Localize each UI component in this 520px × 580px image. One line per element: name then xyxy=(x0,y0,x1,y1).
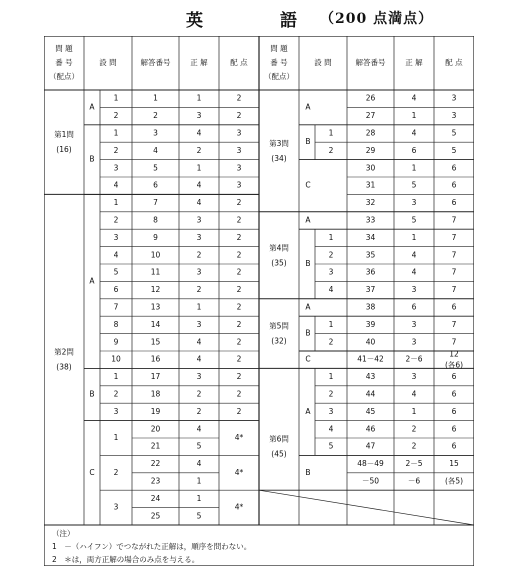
answer-number: 34 xyxy=(365,232,376,242)
answer-number: 44 xyxy=(365,389,376,399)
answer-number: 37 xyxy=(365,285,376,295)
answer-number: 8 xyxy=(153,215,158,225)
setsumon-number: 2 xyxy=(113,215,119,225)
setsumon-number: 2 xyxy=(113,145,119,155)
answer-number: 4 xyxy=(153,145,158,155)
score-cell: 7 xyxy=(451,267,457,277)
score-cell: 6 xyxy=(451,372,457,382)
setsumon-number: 1 xyxy=(113,128,119,138)
setsumon-number: 4 xyxy=(113,180,119,190)
correct-answer: 2 xyxy=(196,250,202,260)
answer-number: 10 xyxy=(150,250,161,260)
header-points: （配点） xyxy=(264,72,294,81)
header-number: 番 号 xyxy=(270,58,288,67)
correct-answer: 2 xyxy=(411,441,417,451)
correct-answer: 5 xyxy=(196,441,202,451)
title-score: （200 点満点） xyxy=(320,11,434,27)
answer-number: 2 xyxy=(153,111,158,121)
answer-number: 33 xyxy=(365,215,376,225)
answer-number: 25 xyxy=(150,511,161,521)
answer-number: 23 xyxy=(150,476,161,486)
correct-answer: 4 xyxy=(411,250,417,260)
correct-answer: 3 xyxy=(411,198,417,208)
score-cell: 2 xyxy=(236,198,242,208)
score-note: (各5) xyxy=(444,476,464,486)
answer-number: 32 xyxy=(365,198,376,208)
header-correct: 正 解 xyxy=(190,58,208,67)
header-number: 番 号 xyxy=(55,58,73,67)
score-cell: 4* xyxy=(234,433,244,442)
score-cell: 6 xyxy=(451,198,457,208)
correct-answer: 4 xyxy=(411,267,417,277)
score-cell: 2 xyxy=(236,406,242,416)
answer-number: 16 xyxy=(150,354,161,364)
correct-answer: 1 xyxy=(196,302,202,312)
correct-answer: 3 xyxy=(196,232,202,242)
score-cell: 7 xyxy=(451,337,457,347)
correct-answer: 4 xyxy=(411,128,417,138)
correct-answer: 4 xyxy=(196,424,202,434)
answer-number: 15 xyxy=(150,337,161,347)
answer-number: 22 xyxy=(150,459,161,469)
setsumon-letter: B xyxy=(89,389,95,399)
setsumon-number: 7 xyxy=(113,302,119,312)
score-cell: 2 xyxy=(236,302,242,312)
answer-number: 9 xyxy=(153,232,158,242)
setsumon-number: 10 xyxy=(111,354,121,364)
header-setsumon: 設 問 xyxy=(314,58,332,67)
answer-number: 38 xyxy=(365,302,376,312)
header-answer-number: 解答番号 xyxy=(140,58,171,67)
correct-answer: 1 xyxy=(196,163,202,173)
answer-number: 36 xyxy=(365,267,376,277)
correct-answer: 4 xyxy=(411,93,417,103)
setsumon-letter: B xyxy=(89,154,95,164)
score-cell: 7 xyxy=(451,232,457,242)
answer-table-svg xyxy=(44,36,474,566)
setsumon-letter: B xyxy=(305,259,311,268)
correct-answer: 1 xyxy=(196,476,202,486)
score-cell: 2 xyxy=(236,389,242,399)
answer-number: 1 xyxy=(153,93,158,103)
score-cell: 2 xyxy=(236,319,242,329)
answer-number: 30 xyxy=(365,163,376,173)
correct-answer: 6 xyxy=(411,145,417,155)
correct-answer: －6 xyxy=(407,476,421,486)
setsumon-letter: A xyxy=(89,102,95,112)
answer-number: 40 xyxy=(365,337,376,347)
answer-number: 39 xyxy=(365,319,376,329)
setsumon-letter: C xyxy=(305,180,311,190)
score-cell: 2 xyxy=(236,354,242,364)
answer-number: 29 xyxy=(365,145,376,155)
score-cell: 2 xyxy=(236,267,242,277)
setsumon-number: 1 xyxy=(328,372,334,382)
answer-table xyxy=(44,36,474,566)
correct-answer: 1 xyxy=(196,493,202,503)
correct-answer: 4 xyxy=(196,128,202,138)
correct-answer: 2 xyxy=(196,145,202,155)
answer-number: 12 xyxy=(150,285,161,295)
answer-number: 26 xyxy=(365,93,376,103)
question-3-points: (34) xyxy=(271,153,287,163)
answer-number: 21 xyxy=(150,441,161,451)
setsumon-number: 4 xyxy=(328,424,334,434)
answer-number: 11 xyxy=(150,267,161,277)
answer-number: 5 xyxy=(153,163,158,173)
correct-answer: 5 xyxy=(196,511,202,521)
correct-answer: 3 xyxy=(196,111,202,121)
setsumon-number: 2 xyxy=(328,337,334,347)
answer-number: 28 xyxy=(365,128,376,138)
setsumon-number: 3 xyxy=(113,232,119,242)
setsumon-letter: A xyxy=(305,302,311,312)
score-cell: 5 xyxy=(451,145,457,155)
score-cell: 6 xyxy=(451,302,457,312)
title-subject: 英 xyxy=(186,11,204,31)
question-1-label: 第1問 xyxy=(54,130,74,140)
score-cell: 3 xyxy=(236,128,242,138)
score-cell: 4* xyxy=(234,467,244,477)
question-5-label: 第5問 xyxy=(269,321,289,331)
setsumon-number: 2 xyxy=(113,389,119,399)
setsumon-number: 4 xyxy=(113,250,119,260)
correct-answer: 2－6 xyxy=(405,354,423,364)
setsumon-number: 1 xyxy=(328,128,334,138)
setsumon-number: 5 xyxy=(328,441,334,451)
blank-area-slash xyxy=(259,490,474,525)
correct-answer: 4 xyxy=(196,337,202,347)
correct-answer: 1 xyxy=(411,111,417,121)
setsumon-number: 5 xyxy=(113,267,119,277)
question-6-label: 第6問 xyxy=(269,434,289,444)
score-cell: 7 xyxy=(451,215,457,225)
question-2-label: 第2問 xyxy=(54,347,74,357)
setsumon-letter: A xyxy=(305,102,311,112)
correct-answer: 5 xyxy=(411,180,417,190)
header-correct: 正 解 xyxy=(405,58,423,67)
correct-answer: 6 xyxy=(411,302,417,312)
score-cell: 5 xyxy=(451,128,457,138)
answer-number: －50 xyxy=(361,476,380,486)
answer-number: 7 xyxy=(153,198,158,208)
setsumon-number: 1 xyxy=(328,319,334,329)
setsumon-number: 2 xyxy=(328,145,334,155)
setsumon-letter: B xyxy=(305,467,311,477)
header-setsumon: 設 問 xyxy=(99,58,117,67)
header-question: 問 題 xyxy=(55,44,73,53)
correct-answer: 4 xyxy=(196,180,202,190)
correct-answer: 3 xyxy=(196,215,202,225)
correct-answer: 3 xyxy=(196,372,202,382)
setsumon-number: 2 xyxy=(113,111,119,121)
question-5-points: (32) xyxy=(271,336,287,346)
score-cell: 2 xyxy=(236,111,242,121)
score-cell: 6 xyxy=(451,163,457,173)
score-cell: 6 xyxy=(451,389,457,399)
header-answer-number: 解答番号 xyxy=(355,58,386,67)
setsumon-number: 2 xyxy=(328,250,334,260)
score-cell: 2 xyxy=(236,93,242,103)
setsumon-number: 1 xyxy=(113,372,119,382)
score-cell: 6 xyxy=(451,424,457,434)
answer-number: 17 xyxy=(150,372,161,382)
correct-answer: 3 xyxy=(411,372,417,382)
setsumon-number: 1 xyxy=(328,232,334,242)
correct-answer: 2－5 xyxy=(405,459,423,469)
setsumon-number: 9 xyxy=(113,337,119,347)
score-cell: 6 xyxy=(451,180,457,190)
correct-answer: 5 xyxy=(411,215,417,225)
question-4-label: 第4問 xyxy=(269,243,289,253)
title-subject-2: 語 xyxy=(280,11,298,31)
setsumon-letter: B xyxy=(305,137,311,147)
question-2-points: (38) xyxy=(56,362,72,372)
title-bar xyxy=(0,6,520,30)
score-cell: 3 xyxy=(451,111,457,121)
answer-number: 31 xyxy=(365,180,376,190)
setsumon-number: 2 xyxy=(113,467,119,477)
correct-answer: 3 xyxy=(196,267,202,277)
correct-answer: 4 xyxy=(196,354,202,364)
correct-answer: 3 xyxy=(411,337,417,347)
answer-number: 19 xyxy=(150,406,161,416)
answer-number: 45 xyxy=(365,406,376,416)
setsumon-number: 1 xyxy=(113,198,119,208)
score-cell: 3 xyxy=(236,145,242,155)
setsumon-number: 3 xyxy=(113,406,119,416)
setsumon-number: 3 xyxy=(113,163,119,173)
answer-number: 6 xyxy=(153,180,158,190)
setsumon-number: 1 xyxy=(113,93,119,103)
header-points: （配点） xyxy=(49,72,79,81)
correct-answer: 4 xyxy=(196,198,202,208)
answer-number: 18 xyxy=(150,389,161,399)
score-cell: 3 xyxy=(451,93,457,103)
score-cell: 7 xyxy=(451,319,457,329)
score-cell: 2 xyxy=(236,232,242,242)
correct-answer: 1 xyxy=(411,232,417,242)
setsumon-number: 1 xyxy=(113,433,119,442)
setsumon-letter: A xyxy=(89,276,95,286)
answer-number: 24 xyxy=(150,493,161,503)
answer-number: 27 xyxy=(365,111,376,121)
score-cell: 3 xyxy=(236,180,242,190)
answer-number: 41－42 xyxy=(357,354,384,364)
score-cell: 2 xyxy=(236,372,242,382)
notes-label: （注） xyxy=(52,529,75,538)
score-cell: 2 xyxy=(236,337,242,347)
question-4-points: (35) xyxy=(271,258,287,268)
correct-answer: 3 xyxy=(196,319,202,329)
answer-number: 3 xyxy=(153,128,158,138)
score-cell: 6 xyxy=(451,406,457,416)
answer-number: 13 xyxy=(150,302,161,312)
setsumon-number: 3 xyxy=(328,406,334,416)
setsumon-number: 4 xyxy=(328,285,334,295)
question-1-points: (16) xyxy=(56,145,72,155)
setsumon-letter: C xyxy=(305,354,311,364)
setsumon-number: 8 xyxy=(113,319,119,329)
correct-answer: 2 xyxy=(196,406,202,416)
score-cell: 2 xyxy=(236,285,242,295)
correct-answer: 2 xyxy=(196,389,202,399)
correct-answer: 1 xyxy=(411,163,417,173)
score-note: (各6) xyxy=(444,360,464,370)
correct-answer: 1 xyxy=(411,406,417,416)
question-6-points: (45) xyxy=(271,449,287,459)
correct-answer: 4 xyxy=(196,459,202,469)
answer-number: 46 xyxy=(365,424,376,434)
score-cell: 7 xyxy=(451,285,457,295)
header-score: 配 点 xyxy=(230,58,248,67)
score-cell: 15 xyxy=(449,459,459,469)
setsumon-letter: C xyxy=(89,467,95,477)
header-question: 問 題 xyxy=(270,44,288,53)
setsumon-number: 6 xyxy=(113,285,119,295)
correct-answer: 3 xyxy=(411,285,417,295)
answer-number: 20 xyxy=(150,424,161,434)
answer-number: 43 xyxy=(365,372,376,382)
score-cell: 7 xyxy=(451,250,457,260)
correct-answer: 4 xyxy=(411,389,417,399)
answer-number: 47 xyxy=(365,441,376,451)
score-cell: 6 xyxy=(451,441,457,451)
header-score: 配 点 xyxy=(445,58,463,67)
correct-answer: 2 xyxy=(196,285,202,295)
answer-number: 14 xyxy=(150,319,161,329)
score-cell: 12 xyxy=(449,349,459,359)
setsumon-letter: A xyxy=(305,215,311,225)
setsumon-number: 3 xyxy=(328,267,334,277)
score-cell: 2 xyxy=(236,215,242,225)
note-1: 1 －（ハイフン）でつながれた正解は，順序を問わない。 xyxy=(52,542,252,551)
answer-number: 35 xyxy=(365,250,376,260)
correct-answer: 3 xyxy=(411,319,417,329)
setsumon-letter: B xyxy=(305,328,311,338)
note-2: 2 ＊は，両方正解の場合のみ点を与える。 xyxy=(52,555,200,564)
setsumon-number: 3 xyxy=(113,502,119,512)
setsumon-letter: A xyxy=(305,406,311,416)
score-cell: 4* xyxy=(234,502,244,512)
score-cell: 2 xyxy=(236,250,242,260)
question-3-label: 第3問 xyxy=(269,138,289,148)
setsumon-number: 2 xyxy=(328,389,334,399)
score-cell: 3 xyxy=(236,163,242,173)
correct-answer: 1 xyxy=(196,93,202,103)
answer-number: 48－49 xyxy=(357,459,384,469)
correct-answer: 2 xyxy=(411,424,417,434)
